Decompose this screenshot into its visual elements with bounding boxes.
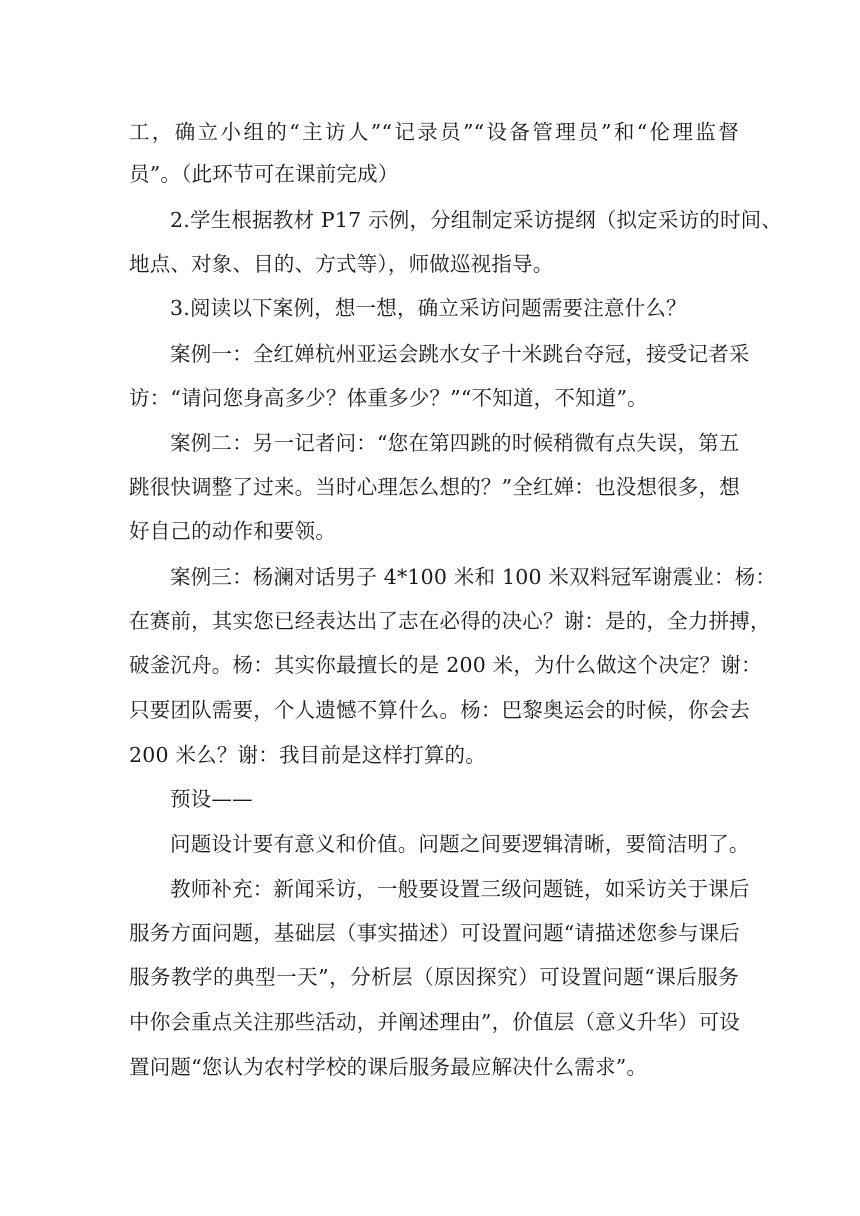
text-line: 预设—— — [170, 787, 253, 811]
text-line: 问题设计要有意义和价值。问题之间要逻辑清晰，要简洁明了。 — [170, 832, 750, 856]
text-line: 破釜沉舟。杨：其实你最擅长的是 200 米，为什么做这个决定？谢： — [129, 653, 762, 677]
text-line: 只要团队需要，个人遗憾不算什么。杨：巴黎奥运会的时候，你会去 — [129, 698, 750, 722]
text-line: 2.学生根据教材 P17 示例，分组制定采访提纲（拟定采访的时间、 — [170, 208, 783, 232]
text-line: 3.阅读以下案例，想一想，确立采访问题需要注意什么？ — [170, 296, 687, 320]
text-line: 案例三：杨澜对话男子 4*100 米和 100 米双料冠军谢震业：杨： — [170, 565, 777, 589]
text-line: 地点、对象、目的、方式等），师做巡视指导。 — [129, 252, 554, 276]
text-line: 员”。（此环节可在课前完成） — [129, 162, 399, 186]
text-line: 服务教学的典型一天”，分析层（原因探究）可设置问题“课后服务 — [129, 965, 739, 989]
text-line: 工，确立小组的“主访人”“记录员”“设备管理员”和“伦理监督 — [129, 120, 739, 144]
text-line: 案例一：全红婵杭州亚运会跳水女子十米跳台夺冠，接受记者采 — [170, 342, 750, 366]
text-line: 200 米么？谢：我目前是这样打算的。 — [129, 743, 486, 767]
text-line: 置问题“您认为农村学校的课后服务最应解决什么需求”。 — [129, 1055, 648, 1079]
text-line: 案例二：另一记者问：“您在第四跳的时候稍微有点失误，第五 — [170, 431, 740, 455]
text-line: 在赛前，其实您已经表达出了志在必得的决心？谢：是的，全力拼搏， — [129, 609, 771, 633]
text-line: 教师补充：新闻采访，一般要设置三级问题链，如采访关于课后 — [170, 877, 750, 901]
text-line: 跳很快调整了过来。当时心理怎么想的？”全红婵：也没想很多，想 — [129, 475, 740, 499]
text-line: 中你会重点关注那些活动，并阐述理由”，价值层（意义升华）可设 — [129, 1010, 740, 1034]
text-line: 好自己的动作和要领。 — [129, 519, 336, 543]
text-line: 访：“请问您身高多少？体重多少？”“不知道，不知道”。 — [129, 386, 648, 410]
text-line: 服务方面问题，基础层（事实描述）可设置问题“请描述您参与课后 — [129, 921, 740, 945]
